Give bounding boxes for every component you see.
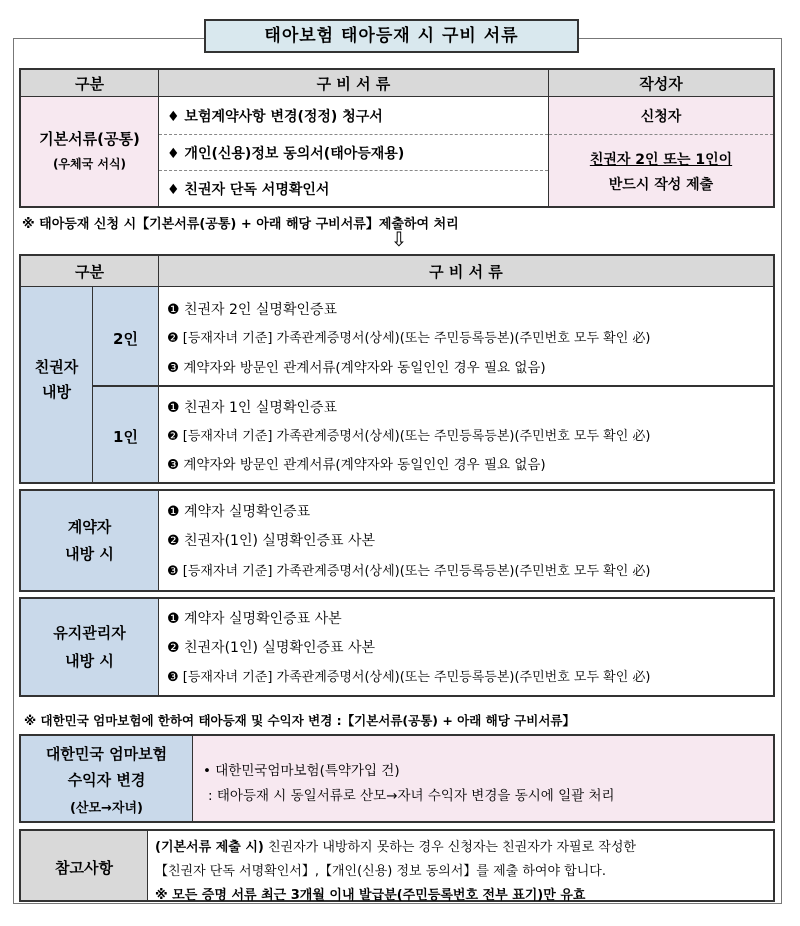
doc-guardian-signature: ♦ 친권자 단독 서명확인서 bbox=[167, 182, 330, 198]
guardian-two-label: 2인 bbox=[113, 330, 138, 348]
reference-line-3: ※ 모든 증명 서류 최근 3개월 이내 발급분(주민등록번호 전부 표기)만 유효 bbox=[155, 888, 586, 903]
one-guardian-item: ❶ 친권자 1인 실명확인증표 bbox=[167, 400, 338, 416]
manager-item: ❶ 계약자 실명확인증표 사본 bbox=[167, 611, 342, 627]
writer-applicant: 신청자 bbox=[640, 109, 682, 125]
note-mom-insurance: ※ 대한민국 엄마보험에 한하여 태아등재 및 수익자 변경 :【기본서류(공통) + 아래 해당 구비서류】 bbox=[24, 713, 575, 728]
reference-label: 참고사항 bbox=[55, 859, 113, 877]
basic-docs-category: 기본서류(공통) bbox=[39, 130, 140, 148]
header-category: 구분 bbox=[21, 70, 158, 96]
manager-item: ❷ 친권자(1인) 실명확인증표 사본 bbox=[167, 640, 376, 656]
contractor-item: ❷ 친권자(1인) 실명확인증표 사본 bbox=[167, 533, 376, 549]
header-writer: 작성자 bbox=[549, 70, 773, 96]
mom-insurance-label-3: (산모→자녀) bbox=[69, 801, 143, 816]
mom-insurance-label-2: 수익자 변경 bbox=[67, 771, 146, 789]
manager-label-1: 유지관리자 bbox=[53, 624, 126, 642]
one-guardian-item: ❸ 계약자와 방문인 관계서류(계약자와 동일인인 경우 필요 없음) bbox=[167, 457, 546, 473]
note-application: ※ 태아등재 신청 시【기본서류(공통) + 아래 해당 구비서류】제출하여 처리 bbox=[22, 217, 459, 232]
manager-label-cell bbox=[21, 599, 158, 695]
contractor-item: ❸ [등재자녀 기준] 가족관계증명서(상세)(또는 주민등록등본)(주민번호 모두 확인 必) bbox=[167, 564, 651, 579]
down-arrow-icon: ⇩ bbox=[390, 227, 408, 251]
guardian-one-label: 1인 bbox=[113, 428, 138, 446]
header-category-2: 구분 bbox=[21, 256, 158, 286]
contractor-label-cell bbox=[21, 491, 158, 590]
page-title: 태아보험 태아등재 시 구비 서류 bbox=[204, 19, 579, 53]
contractor-label-1: 계약자 bbox=[67, 518, 112, 536]
manager-label-2: 내방 시 bbox=[65, 652, 114, 670]
basic-docs-category-sub: (우체국 서식) bbox=[52, 157, 127, 171]
two-guardian-item: ❸ 계약자와 방문인 관계서류(계약자와 동일인인 경우 필요 없음) bbox=[167, 360, 546, 376]
two-guardian-item: ❶ 친권자 2인 실명확인증표 bbox=[167, 302, 338, 318]
reference-line-2: 【친권자 단독 서명확인서】,【개인(신용) 정보 동의서】를 제출 하여야 합니다. bbox=[155, 864, 606, 879]
mom-insurance-line-2: : 태아등재 시 동일서류로 산모→자녀 수익자 변경을 동시에 일괄 처리 bbox=[208, 788, 615, 804]
two-guardian-item: ❷ [등재자녀 기준] 가족관계증명서(상세)(또는 주민등록등본)(주민번호 모두 확인 必) bbox=[167, 331, 651, 346]
writer-must-submit: 반드시 작성 제출 bbox=[608, 177, 714, 193]
header-documents: 구 비 서 류 bbox=[159, 70, 548, 96]
basic-docs-category-cell bbox=[21, 97, 158, 206]
guardian-label-2: 내방 bbox=[42, 383, 71, 401]
one-guardian-item: ❷ [등재자녀 기준] 가족관계증명서(상세)(또는 주민등록등본)(주민번호 모두 확인 必) bbox=[167, 429, 651, 444]
guardian-label-1: 친권자 bbox=[34, 358, 79, 376]
header-documents-2: 구 비 서 류 bbox=[159, 256, 773, 286]
mom-insurance-line-1: • 대한민국엄마보험(특약가입 건) bbox=[203, 763, 400, 779]
reference-line-1-bold: (기본서류 제출 시) bbox=[155, 840, 264, 855]
manager-item: ❸ [등재자녀 기준] 가족관계증명서(상세)(또는 주민등록등본)(주민번호 모두 확인 必) bbox=[167, 670, 651, 685]
writer-guardians: 친권자 2인 또는 1인이 bbox=[589, 152, 733, 168]
reference-line-1-rest: 친권자가 내방하지 못하는 경우 신청자는 친권자가 자필로 작성한 bbox=[263, 840, 636, 855]
mom-insurance-label-1: 대한민국 엄마보험 bbox=[45, 745, 168, 763]
doc-privacy-consent: ♦ 개인(신용)정보 동의서(태아등재용) bbox=[167, 146, 405, 162]
reference-line-1 bbox=[155, 836, 636, 855]
contractor-label-2: 내방 시 bbox=[65, 545, 114, 563]
contractor-item: ❶ 계약자 실명확인증표 bbox=[167, 504, 311, 520]
doc-change-request: ♦ 보험계약사항 변경(정정) 청구서 bbox=[167, 109, 383, 125]
